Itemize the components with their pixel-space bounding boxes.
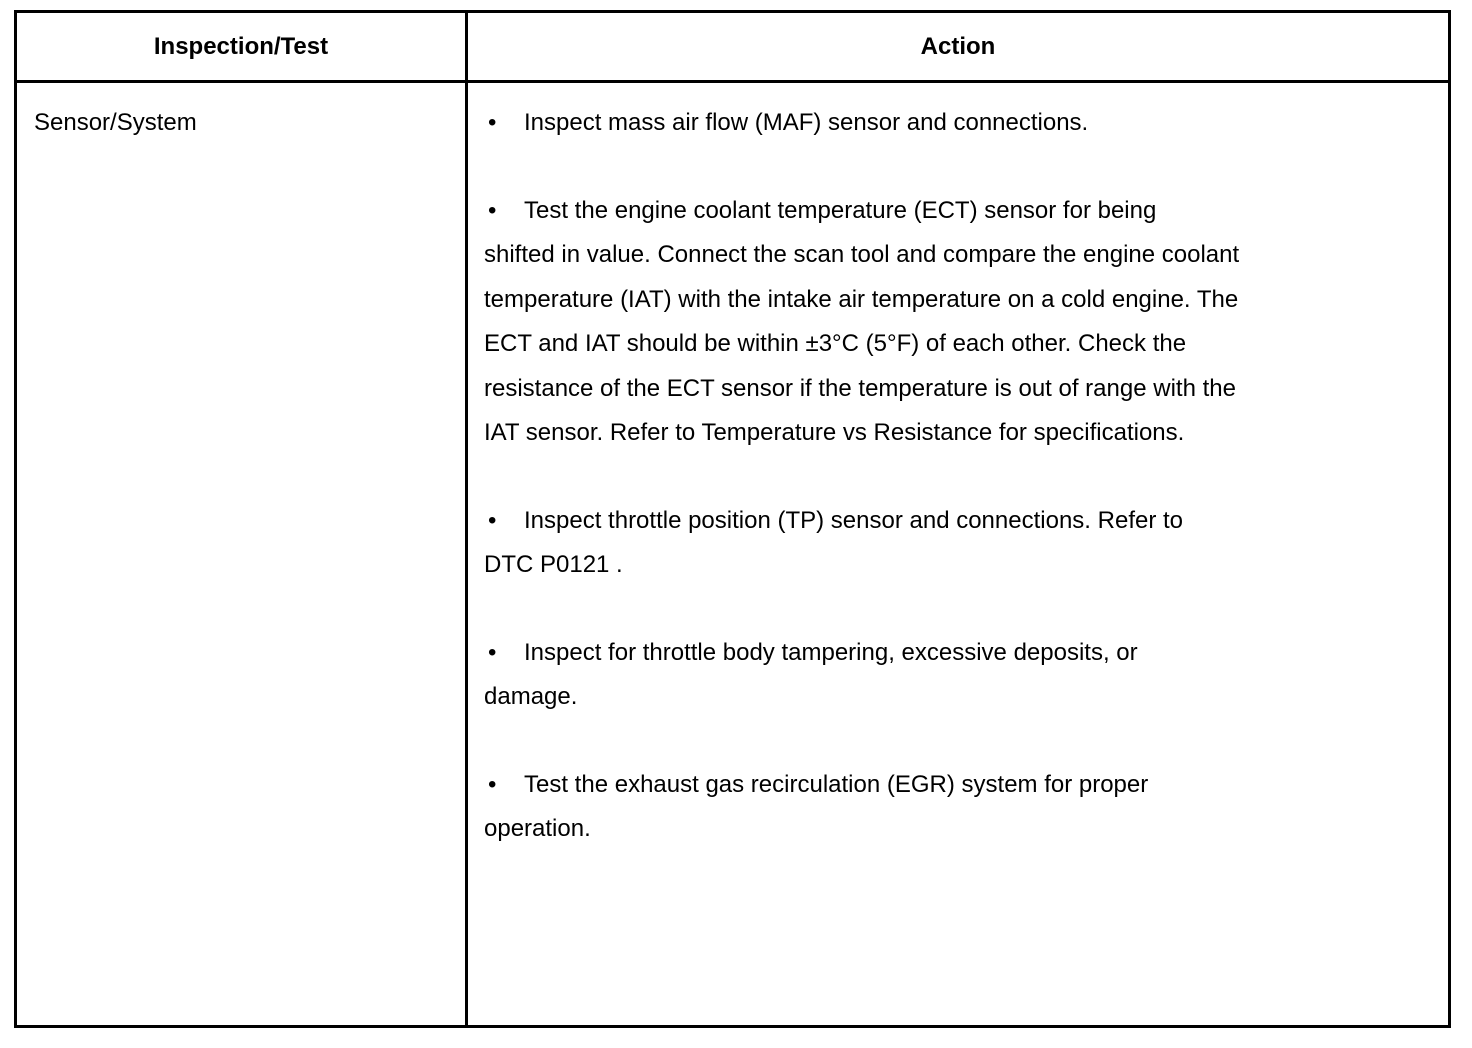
action-item-egr [484,763,1414,852]
action-item-tp [484,499,1414,588]
action-line: • Test the engine coolant temperature (ECT) sensor for being [484,189,1414,234]
action-line: temperature (IAT) with the intake air temperature on a cold engine. The [484,285,1239,313]
bullet-icon: • [488,638,497,666]
action-item-ect [484,189,1414,456]
bullet-icon: • [488,770,497,798]
bullet-icon: • [488,506,497,534]
action-line: operation. [484,815,591,842]
action-line: • Test the exhaust gas recirculation (EGR) system for proper [484,763,1414,808]
column-divider [465,13,468,1025]
inspection-cell: Sensor/System [34,109,197,136]
header-action: Action [920,32,996,60]
action-item-maf [484,101,1414,146]
action-line: shifted in value. Connect the scan tool and compare the engine coolant [484,241,1240,268]
action-line: resistance of the ECT sensor if the temperature is out of range with the [484,374,1236,402]
action-line: IAT sensor. Refer to Temperature vs Resistance for specifications. [484,419,1185,446]
action-line: • Inspect mass air flow (MAF) sensor and connections. [484,101,1414,146]
action-line: • Inspect throttle position (TP) sensor and connections. Refer to [484,499,1414,544]
bullet-icon: • [488,109,497,136]
action-line: ECT and IAT should be within ±3°C (5°F) of each other. Check the [484,330,1187,357]
action-line: DTC P0121 . [484,551,623,578]
inspection-table [14,10,1451,1028]
action-cell [484,101,1414,895]
header-divider [17,80,1448,83]
action-line: • Inspect for throttle body tampering, excessive deposits, or [484,631,1414,676]
action-item-throttle-body [484,631,1414,720]
bullet-icon: • [488,196,497,224]
action-line: damage. [484,683,578,710]
header-inspection-test: Inspection/Test [153,32,329,60]
